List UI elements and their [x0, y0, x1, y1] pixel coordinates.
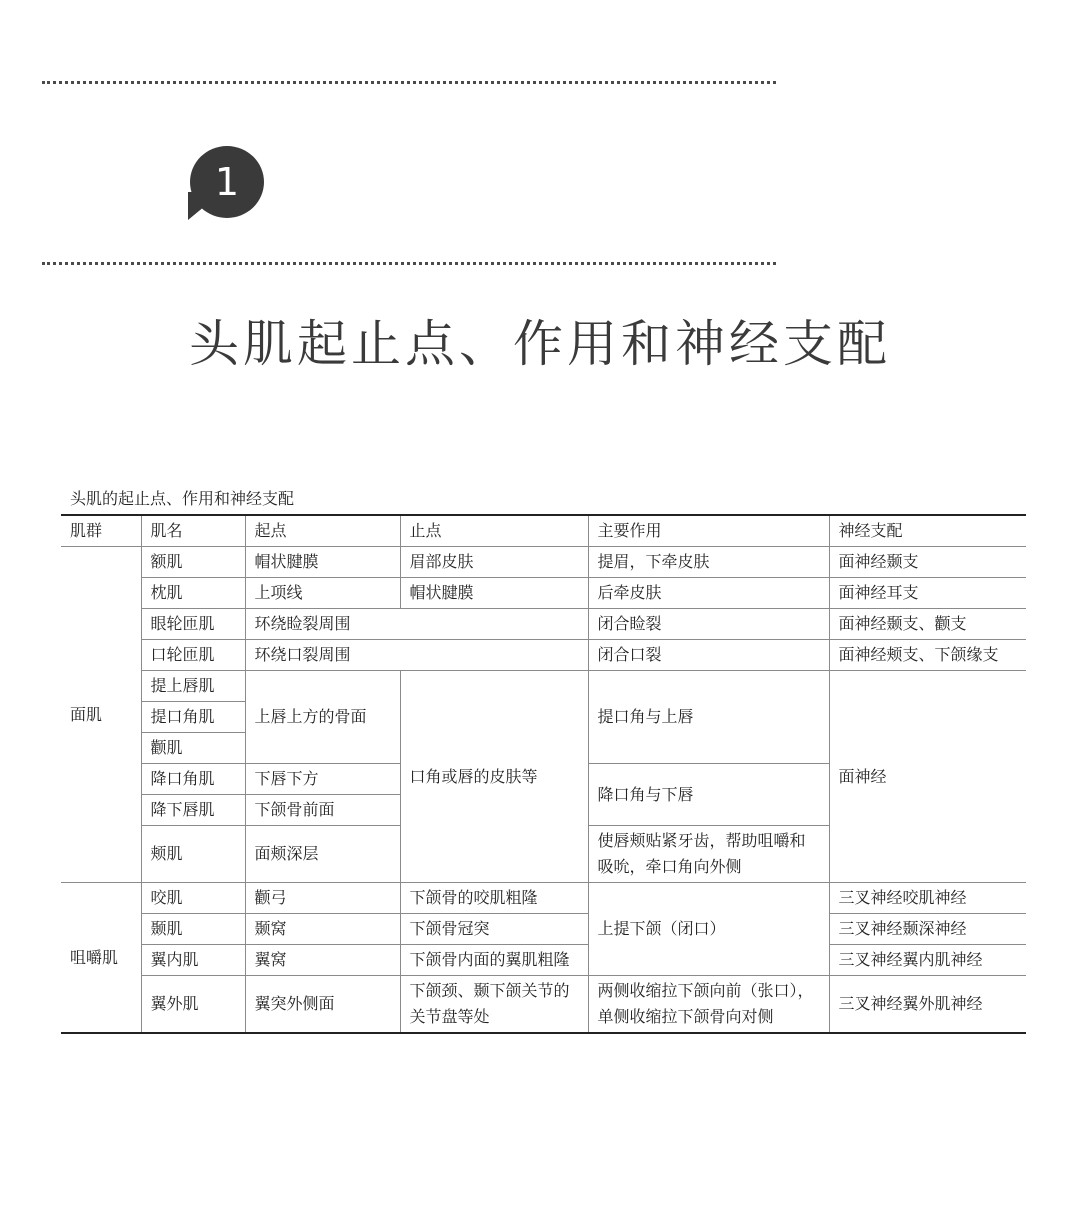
nerve-cell: 三叉神经颞深神经: [829, 914, 1026, 945]
header-cell: 肌群: [61, 515, 141, 547]
muscle-name: 提上唇肌: [141, 671, 245, 702]
action-cell: [588, 976, 829, 1034]
table-row: [61, 883, 1026, 914]
page-title: 头肌起止点、作用和神经支配: [189, 315, 891, 373]
action-cell: 闭合口裂: [588, 640, 829, 671]
muscle-name: 颊肌: [141, 826, 245, 883]
group-cell: 面肌: [61, 547, 141, 883]
section-number: 1: [214, 160, 240, 204]
top-dotted-divider: [42, 81, 776, 84]
nerve-cell: 三叉神经翼外肌神经: [829, 976, 1026, 1034]
action-cell: 后牵皮肤: [588, 578, 829, 609]
insertion-cell: 下颌颈、颞下颌关节的关节盘等处: [400, 976, 588, 1034]
muscle-name: 眼轮匝肌: [141, 609, 245, 640]
nerve-cell: 三叉神经咬肌神经: [829, 883, 1026, 914]
action-cell: 使唇颊贴紧牙齿，帮助咀嚼和吸吮，牵口角向外侧: [588, 826, 829, 883]
insertion-cell: 眉部皮肤: [400, 547, 588, 578]
nerve-cell: 面神经颞支、颧支: [829, 609, 1026, 640]
header-cell: 主要作用: [588, 515, 829, 547]
insertion-cell: 下颌骨内面的翼肌粗隆: [400, 945, 588, 976]
header-cell: 肌名: [141, 515, 245, 547]
table-header-row: [61, 515, 1026, 547]
origin-cell: 颧弓: [245, 883, 400, 914]
table-row: [61, 914, 1026, 945]
muscle-name: 颞肌: [141, 914, 245, 945]
action-cell: 上提下颌（闭口）: [588, 883, 829, 976]
insertion-cell: 口角或唇的皮肤等: [400, 671, 588, 883]
nerve-cell: 面神经耳支: [829, 578, 1026, 609]
origin-cell: 面颊深层: [245, 826, 400, 883]
table-row: [61, 976, 1026, 1034]
table-row: [61, 609, 1026, 640]
origin-cell: 帽状腱膜: [245, 547, 400, 578]
muscle-name: 提口角肌: [141, 702, 245, 733]
origin-insertion-cell: 环绕睑裂周围: [245, 609, 588, 640]
insertion-cell: 下颌骨冠突: [400, 914, 588, 945]
origin-cell: 翼突外侧面: [245, 976, 400, 1034]
action-line: 两侧收缩拉下颌向前（张口），: [597, 981, 814, 1000]
table-row: [61, 640, 1026, 671]
muscle-name: 颧肌: [141, 733, 245, 764]
bottom-dotted-divider: [42, 262, 776, 265]
muscle-table: [61, 514, 1026, 1034]
muscle-name: 翼外肌: [141, 976, 245, 1034]
action-line: 单侧收缩拉下颌骨向对侧: [597, 1007, 774, 1026]
origin-insertion-cell: 环绕口裂周围: [245, 640, 588, 671]
header-cell: 神经支配: [829, 515, 1026, 547]
origin-cell: 翼窝: [245, 945, 400, 976]
header-cell: 起点: [245, 515, 400, 547]
table-row: [61, 578, 1026, 609]
muscle-name: 降下唇肌: [141, 795, 245, 826]
origin-cell: 颞窝: [245, 914, 400, 945]
table-caption: 头肌的起止点、作用和神经支配: [70, 489, 295, 508]
nerve-cell: 面神经: [829, 671, 1026, 883]
origin-cell: 上唇上方的骨面: [245, 671, 400, 764]
group-cell: 咀嚼肌: [61, 883, 141, 1034]
speech-bubble-icon: [188, 146, 266, 220]
origin-cell: 下唇下方: [245, 764, 400, 795]
table-row: [61, 945, 1026, 976]
action-cell: 提口角与上唇: [588, 671, 829, 764]
muscle-name: 降口角肌: [141, 764, 245, 795]
origin-cell: 上项线: [245, 578, 400, 609]
muscle-name: 翼内肌: [141, 945, 245, 976]
nerve-cell: 面神经颞支: [829, 547, 1026, 578]
action-cell: 降口角与下唇: [588, 764, 829, 826]
muscle-name: 咬肌: [141, 883, 245, 914]
header-cell: 止点: [400, 515, 588, 547]
action-cell: 提眉，下牵皮肤: [588, 547, 829, 578]
action-cell: 闭合睑裂: [588, 609, 829, 640]
muscle-name: 口轮匝肌: [141, 640, 245, 671]
muscle-name: 枕肌: [141, 578, 245, 609]
table-row: [61, 671, 1026, 702]
insertion-cell: 下颌骨的咬肌粗隆: [400, 883, 588, 914]
origin-cell: 下颌骨前面: [245, 795, 400, 826]
muscle-name: 额肌: [141, 547, 245, 578]
nerve-cell: 三叉神经翼内肌神经: [829, 945, 1026, 976]
nerve-cell: 面神经颊支、下颌缘支: [829, 640, 1026, 671]
table-row: [61, 547, 1026, 578]
insertion-cell: 帽状腱膜: [400, 578, 588, 609]
